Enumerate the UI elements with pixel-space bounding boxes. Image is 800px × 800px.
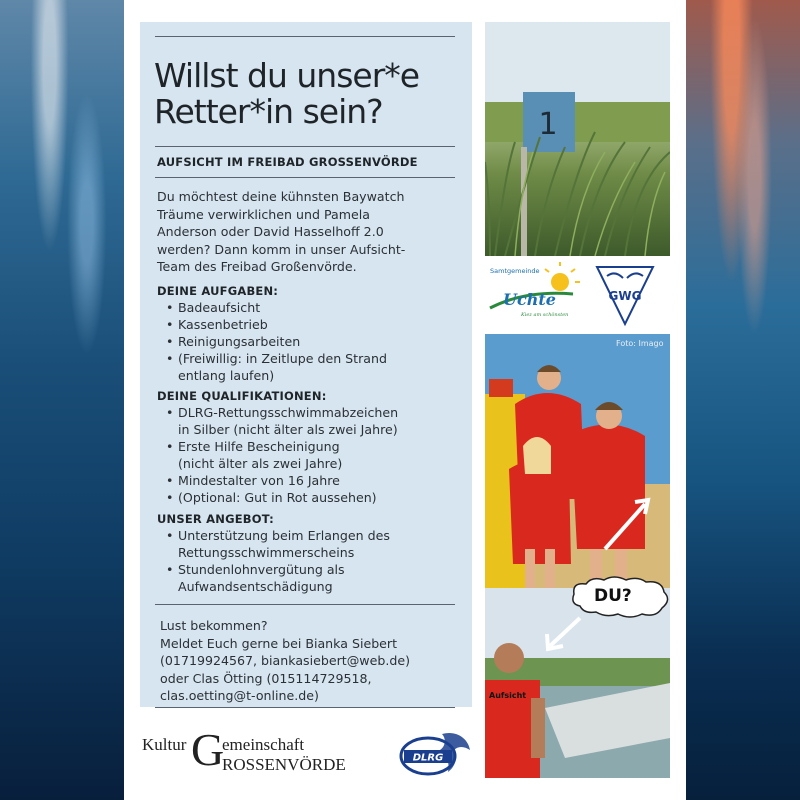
contact-block xyxy=(160,617,460,705)
photo-credit: Foto: Imago xyxy=(616,339,664,348)
water-background-right xyxy=(686,0,800,800)
poster-headline: Willst du unser*e Retter*in sein? xyxy=(154,56,420,131)
list-item-text: (Optional: Gut in Rot aussehen) xyxy=(178,490,377,506)
gwg-text: GWG xyxy=(608,289,642,303)
contact-line: clas.oetting@t-online.de) xyxy=(160,688,319,704)
grass-photo xyxy=(485,22,670,256)
list-item-text: in Silber (nicht älter als zwei Jahre) xyxy=(178,422,398,438)
intro-line: Du möchtest deine kühnsten Baywatch xyxy=(157,189,405,204)
lifeguard-scene xyxy=(485,334,670,588)
divider xyxy=(155,146,455,147)
list-item-text: Aufwandsentschädigung xyxy=(178,579,333,595)
list-item-text: Reinigungsarbeiten xyxy=(178,334,301,350)
intro-paragraph xyxy=(157,188,457,276)
offer-title: UNSER ANGEBOT: xyxy=(157,512,274,526)
grass-scene xyxy=(485,22,670,256)
contact-line: (01719924567, biankasiebert@web.de) xyxy=(160,653,410,669)
intro-line: Träume verwirklichen und Pamela xyxy=(157,206,370,222)
list-item xyxy=(164,489,464,506)
contact-line: Meldet Euch gerne bei Bianka Siebert xyxy=(160,635,398,651)
sign-number: 1 xyxy=(538,107,558,142)
list-item xyxy=(164,404,464,438)
gwg-logo xyxy=(597,267,653,324)
uchte-logo-text: Uchte xyxy=(503,290,556,309)
list-item-text: Mindestalter von 16 Jahre xyxy=(178,473,340,489)
list-item xyxy=(164,350,464,384)
list-item xyxy=(164,527,464,561)
logo-text: emeinschaft xyxy=(222,735,305,754)
contact-line: oder Clas Ötting (015114729518, xyxy=(160,670,372,686)
kulturgemeinschaft-logo xyxy=(140,725,380,780)
list-item xyxy=(164,561,464,595)
tasks-list xyxy=(164,299,464,384)
uchte-tagline: Kiez am schönsten xyxy=(521,312,569,318)
list-item-text: Kassenbetrieb xyxy=(178,317,268,333)
qualifications-title: DEINE QUALIFIKATIONEN: xyxy=(157,389,327,403)
divider-bottom xyxy=(155,707,455,708)
dlrg-text: DLRG xyxy=(412,752,444,764)
contact-line: Lust bekommen? xyxy=(160,618,268,633)
shirt-text: Aufsicht xyxy=(489,691,527,700)
list-item-text: Unterstützung beim Erlangen des xyxy=(178,528,390,543)
list-item xyxy=(164,316,464,333)
qualifications-list xyxy=(164,404,464,507)
offer-list xyxy=(164,527,464,595)
list-item-text: Erste Hilfe Bescheinigung xyxy=(178,439,340,455)
divider-top xyxy=(155,36,455,37)
list-item-text: Badeaufsicht xyxy=(178,300,261,315)
logo-text: Kultur xyxy=(142,735,187,754)
bubble-text: DU? xyxy=(594,586,632,606)
intro-line: Team des Freibad Großenvörde. xyxy=(157,259,357,275)
list-item xyxy=(164,299,464,316)
intro-line: werden? Dann komm in unser Aufsicht- xyxy=(157,241,406,257)
list-item-text: entlang laufen) xyxy=(178,368,275,384)
partner-logos xyxy=(485,260,670,332)
water-background-left xyxy=(0,0,124,800)
list-item xyxy=(164,438,464,472)
logo-text: ROSSENVÖRDE xyxy=(222,755,346,774)
uchte-label: Samtgemeinde xyxy=(490,267,540,275)
list-item xyxy=(164,472,464,489)
list-item-text: DLRG-Rettungsschwimmabzeichen xyxy=(178,405,399,420)
logo-initial: G xyxy=(191,724,225,775)
baywatch-photo xyxy=(485,334,670,588)
divider xyxy=(155,177,455,178)
sun-icon xyxy=(545,262,580,291)
list-item-text: (Freiwillig: in Zeitlupe den Strand xyxy=(178,351,387,367)
list-item-text: Rettungsschwimmerscheins xyxy=(178,545,355,561)
list-item xyxy=(164,333,464,350)
divider xyxy=(155,604,455,605)
list-item-text: (nicht älter als zwei Jahre) xyxy=(178,456,343,472)
dlrg-eagle-logo xyxy=(398,726,474,782)
tasks-title: DEINE AUFGABEN: xyxy=(157,284,279,298)
logo-graphics xyxy=(485,260,670,332)
intro-line: Anderson oder David Hasselhoff 2.0 xyxy=(157,224,384,240)
list-item-text: Stundenlohnvergütung als xyxy=(178,562,345,578)
subheading: AUFSICHT IM FREIBAD GROSSENVÖRDE xyxy=(157,155,418,169)
